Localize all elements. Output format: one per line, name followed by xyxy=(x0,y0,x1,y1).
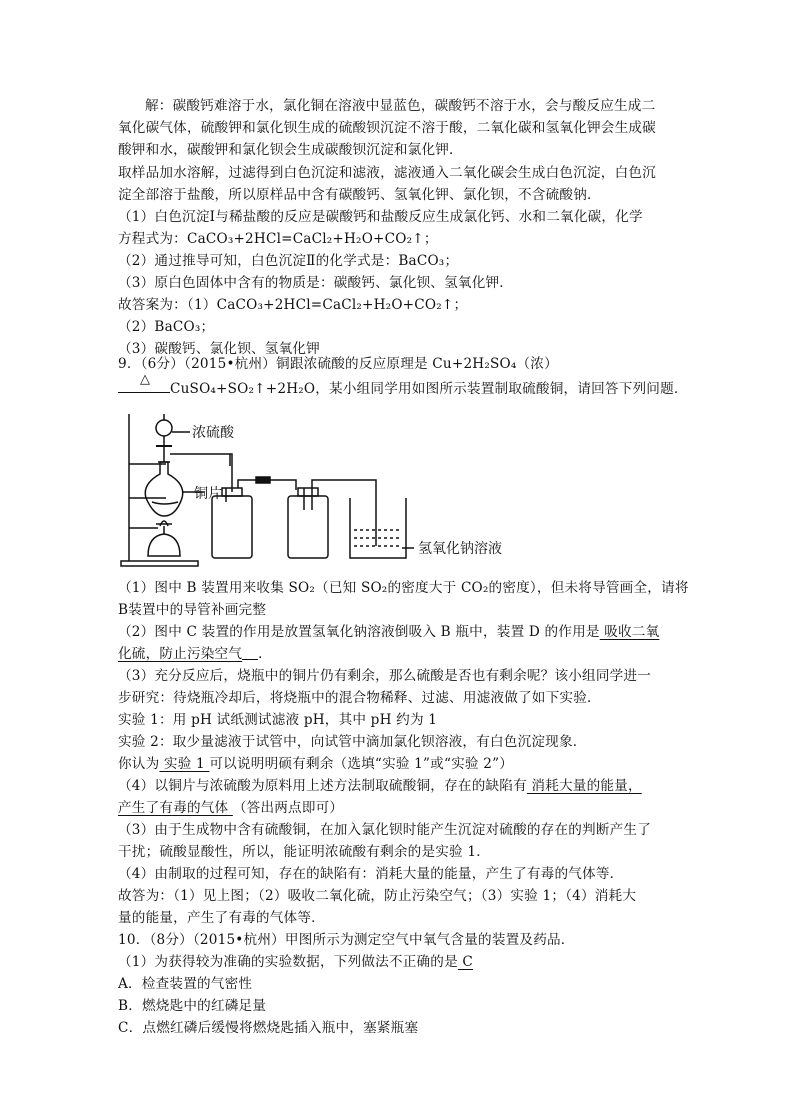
q9-part4-line2: 产生了有毒的气体 （答出两点即可） xyxy=(118,800,344,816)
solution-line-8: （2）通过推导可知，白色沉淀Ⅱ的化学式是：BaCO₃； xyxy=(118,253,459,269)
q9-part1-line2: B装置中的导管补画完整 xyxy=(118,602,267,618)
label-concentrated-sulfuric-acid: 浓硫酸 xyxy=(192,425,234,441)
solution-line-1: 解：碳酸钙难溶于水，氯化铜在溶液中显蓝色，碳酸钙不溶于水，会与酸反应生成二 xyxy=(145,98,656,114)
q9-part1-line1: （1）图中 B 装置用来收集 SO₂（已知 SO₂的密度大于 CO₂的密度），但未将导管画全，请将 xyxy=(118,580,689,596)
experiment-1: 实验 1：用 pH 试纸测试滤液 pH，其中 pH 约为 1 xyxy=(118,712,438,728)
answer-line-3: （3）碳酸钙、氯化钡、氢氧化钾 xyxy=(118,341,320,357)
equation-products: CuSO₄+SO₂↑+2H₂O，某小组同学用如图所示装置制取硫酸铜，请回答下列问题． xyxy=(170,381,688,397)
q9-part2-line1: （2）图中 C 装置的作用是放置氢氧化钠溶液倒吸入 B 瓶中，装置 D 的作用是 吸收二氧 xyxy=(118,624,660,640)
q10-part1: （1）为获得较为准确的实验数据，下列做法不正确的是 C xyxy=(118,954,474,970)
solution-line-4: 取样品加水溶解，过滤得到白色沉淀和滤液，滤液通入二氧化碳会生成白色沉淀，白色沉 xyxy=(118,165,656,181)
solution-3-line1: （3）由于生成物中含有硫酸铜，在加入氯化钡时能产生沉淀对硫酸的存在的判断产生了 xyxy=(118,822,652,838)
solution-line-6: （1）白色沉淀Ⅰ与稀盐酸的反应是碳酸钙和盐酸反应生成氯化钙、水和二氧化碳，化学 xyxy=(118,209,643,225)
q10-option-c: C．点燃红磷后缓慢将燃烧匙插入瓶中，塞紧瓶塞 xyxy=(118,1020,419,1036)
q9-part3-question: 你认为 实验 1 可以说明明硕有剩余（选填“实验 1”或“实验 2”） xyxy=(118,756,514,772)
q9-part2-line2: 化硫，防止污染空气 ． xyxy=(118,646,272,662)
answer-line-2: （2）BaCO₃； xyxy=(118,319,215,335)
q9-part3-line2: 步研究：待烧瓶冷却后，将烧瓶中的混合物稀释、过滤、用滤液做了如下实验． xyxy=(118,690,601,706)
q9-part3-answer: 实验 1 xyxy=(159,756,210,772)
solution-line-9: （3）原白色固体中含有的物质是：碳酸钙、氯化钡、氢氧化钾． xyxy=(118,275,514,291)
apparatus-figure xyxy=(118,406,528,578)
solution-4: （4）由制取的过程可知，存在的缺陷有：消耗大量的能量，产生了有毒的气体等． xyxy=(118,866,624,882)
q9-answer-line2: 量的能量，产生了有毒的气体等． xyxy=(118,910,325,926)
q10-part1-answer: C xyxy=(457,954,474,970)
question-9-title: 9．（6分）（2015•杭州）铜跟浓硫酸的反应原理是 Cu+2H₂SO₄（浓） xyxy=(118,356,558,372)
q9-part4-answer: 消耗大量的能量， xyxy=(526,778,642,794)
question-10-title: 10．（8分）（2015•杭州）甲图所示为测定空气中氧气含量的装置及药品． xyxy=(118,932,575,948)
q9-part2-answer: 吸收二氧 xyxy=(599,624,660,640)
reaction-arrow-rule xyxy=(118,392,170,393)
q9-part3-line1: （3）充分反应后，烧瓶中的铜片仍有剩余，那么硫酸是否也有剩余呢？该小组同学进一 xyxy=(118,668,652,684)
q10-option-a: A．检查装置的气密性 xyxy=(118,976,253,992)
solution-line-5: 淀全部溶于盐酸，所以原样品中含有碳酸钙、氢氧化钾、氯化钡，不含硫酸钠． xyxy=(118,187,601,203)
experiment-2: 实验 2：取少量滤液于试管中，向试管中滴加氯化钡溶液，有白色沉淀现象． xyxy=(118,734,587,750)
apparatus-drawing xyxy=(118,406,528,578)
q9-answer-line1: 故答为：（1）见上图；（2）吸收二氧化硫，防止污染空气；（3）实验 1；（4）消耗大 xyxy=(118,888,637,904)
reaction-condition xyxy=(118,374,170,402)
solution-3-line2: 干扰；硫酸显酸性，所以，能证明浓硫酸有剩余的是实验 1． xyxy=(118,844,491,860)
label-sodium-hydroxide-solution: 氢氧化钠溶液 xyxy=(418,541,502,557)
answer-line-1: 故答案为：（1）CaCO₃+2HCl=CaCl₂+H₂O+CO₂↑； xyxy=(118,297,468,313)
equation-line-1: 方程式为：CaCO₃+2HCl=CaCl₂+H₂O+CO₂↑； xyxy=(118,231,438,247)
solution-line-2: 氧化碳气体，硫酸钾和氯化钡生成的硫酸钡沉淀不溶于酸，二氧化碳和氢氧化钾会生成碳 xyxy=(118,120,656,136)
q9-part4-line1: （4）以铜片与浓硫酸为原料用上述方法制取硫酸铜，存在的缺陷有 消耗大量的能量， xyxy=(118,778,642,794)
q10-option-b: B．燃烧匙中的红磷足量 xyxy=(118,998,267,1014)
heat-symbol: △ xyxy=(140,372,150,387)
label-copper-sheet: 铜片 xyxy=(194,486,222,502)
solution-line-3: 酸钾和水，碳酸钾和氯化钡会生成碳酸钡沉淀和氯化钾． xyxy=(118,142,463,158)
